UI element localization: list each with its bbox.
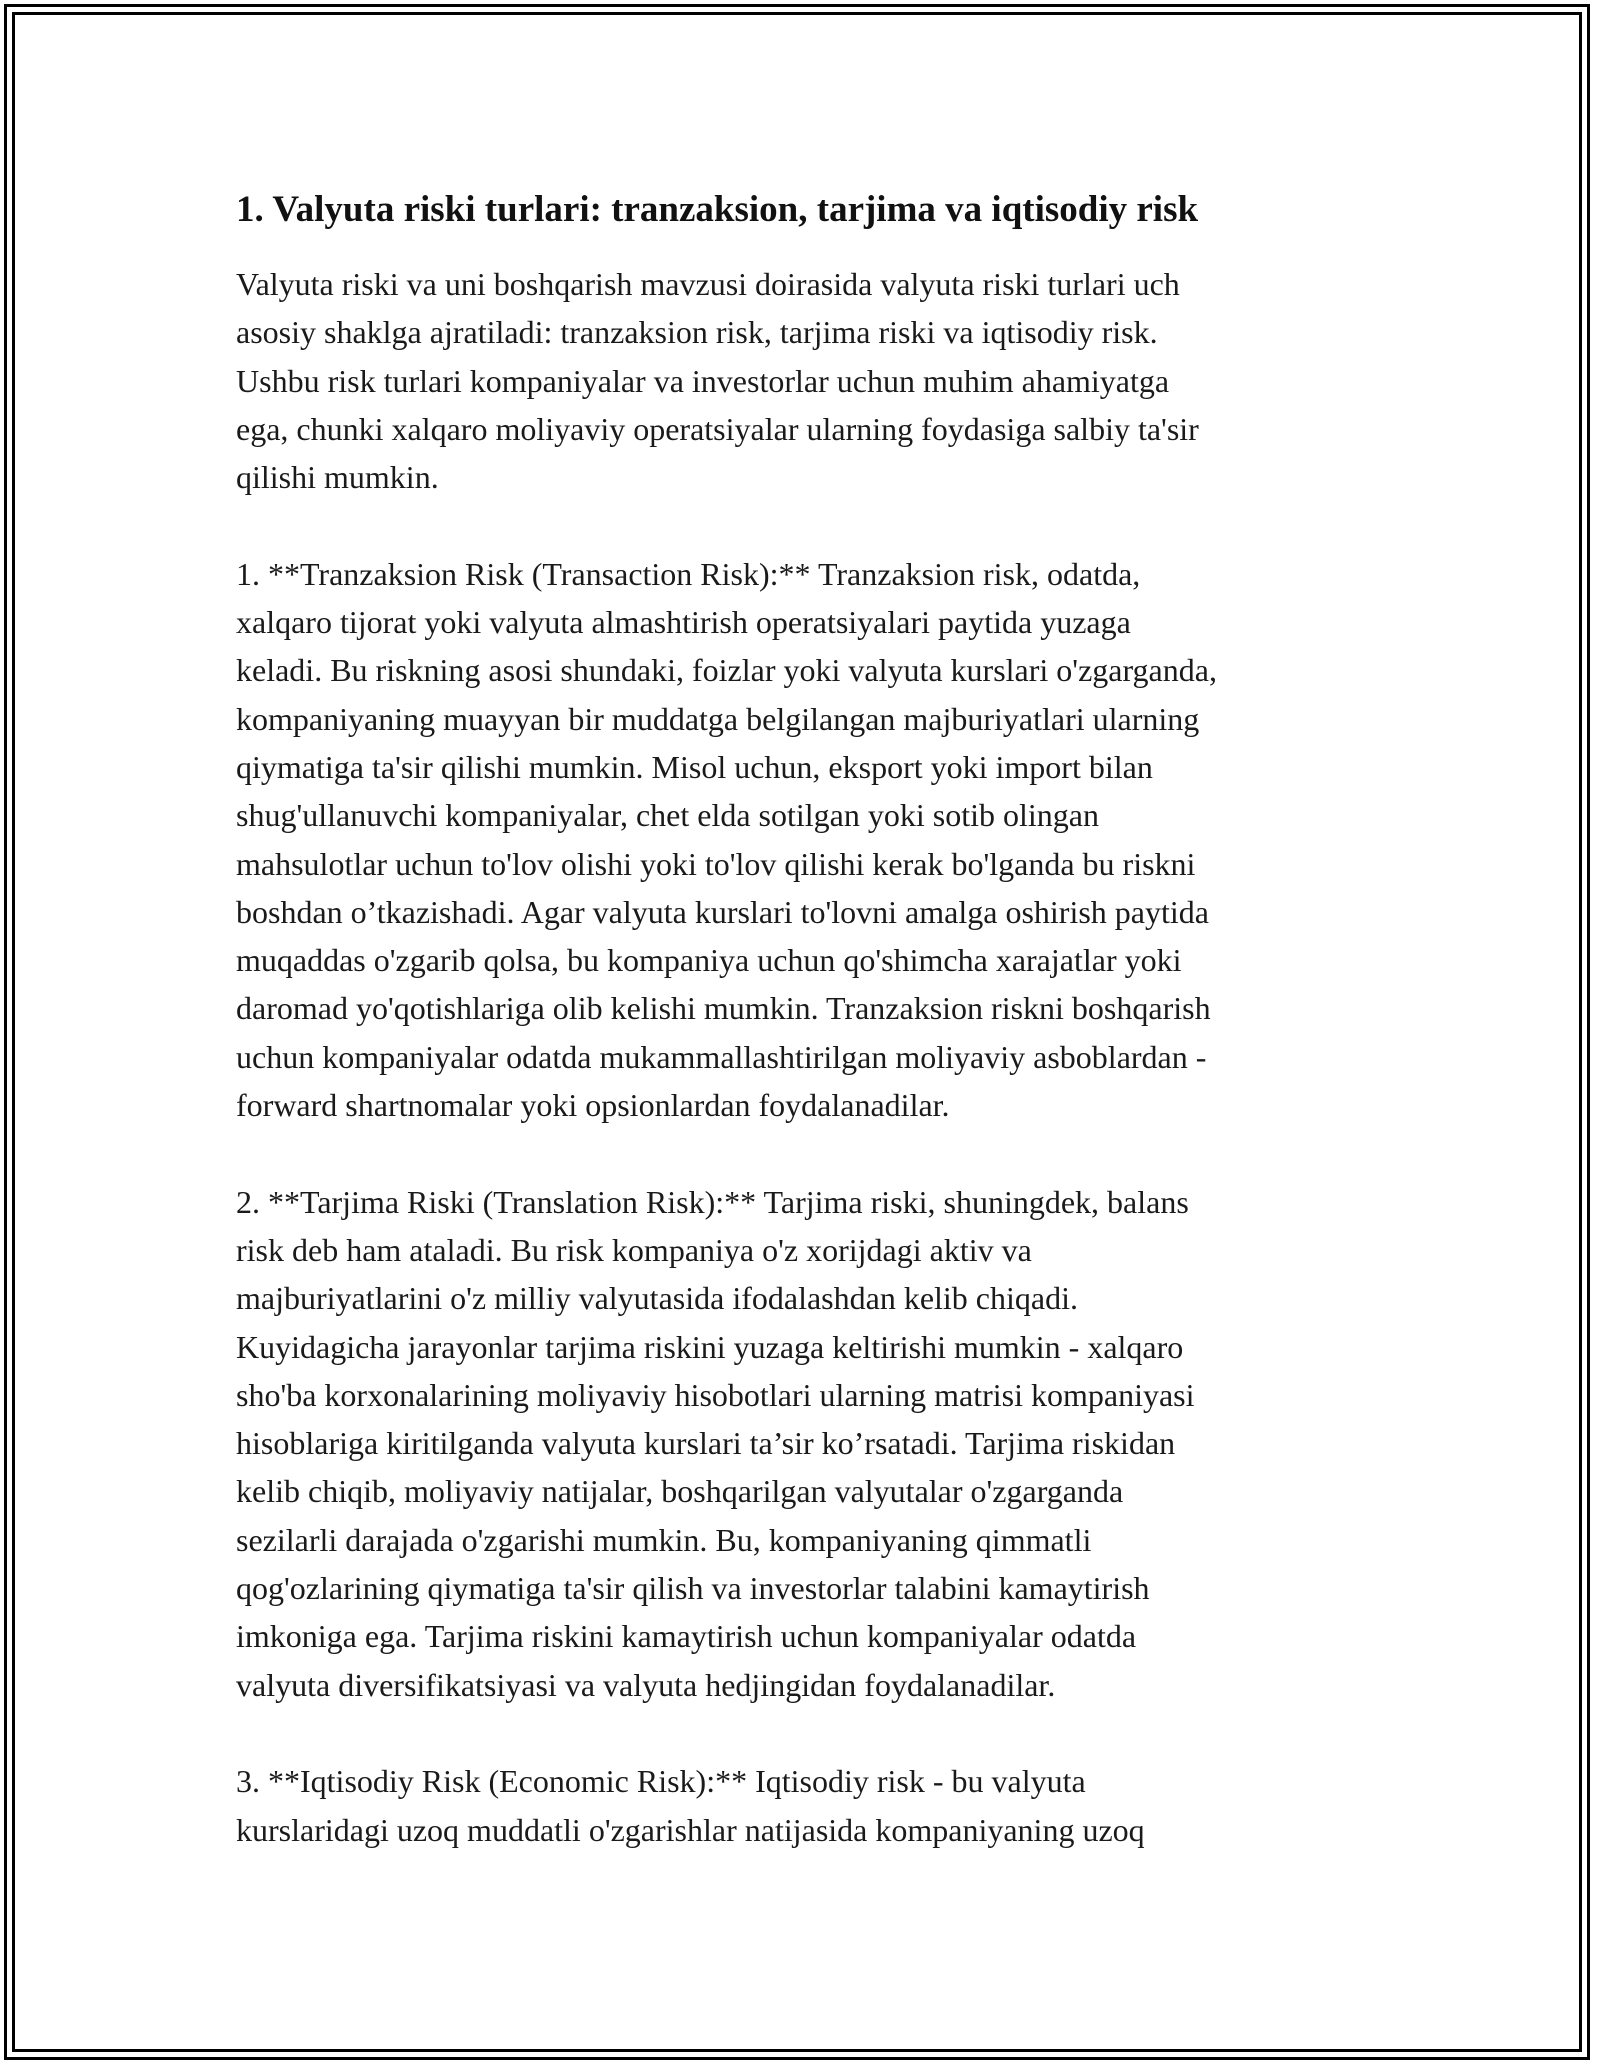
intro-paragraph: Valyuta riski va uni boshqarish mavzusi doirasida valyuta riski turlari uch asosiy shaklga ajratiladi: tranzaksion risk, tarjima riski va iqtisodiy risk. Ushbu risk turlari kompaniyalar va investorlar uchun muhim ahamiyatga ega, chunki xalqaro moliyaviy operatsiyalar ularning foydasiga salbiy ta'sir qilishi mumkin.: [236, 266, 1199, 496]
document-body: [236, 186, 1376, 1854]
transaction-risk-paragraph: 1. **Tranzaksion Risk (Transaction Risk):** Tranzaksion risk, odatda, xalqaro tijorat yoki valyuta almashtirish operatsiyalari paytida yuzaga keladi. Bu riskning asosi shundaki, foizlar yoki valyuta kurslari o'zgarganda, kompaniyaning muayyan bir muddatga belgilangan majburiyatlari ularning qiymatiga ta'sir qilishi mumkin. Misol uchun, eksport yoki import bilan shug'ullanuvchi kompaniyalar, chet elda sotilgan yoki sotib olingan mahsulotlar uchun to'lov olishi yoki to'lov qilishi kerak bo'lganda bu riskni boshdan o’tkazishadi. Agar valyuta kurslari to'lovni amalga oshirish paytida muqaddas o'zgarib qolsa, bu kompaniya uchun qo'shimcha xarajatlar yoki daromad yo'qotishlariga olib kelishi mumkin. Tranzaksion riskni boshqarish uchun kompaniyalar odatda mukammallashtirilgan moliyaviy asboblardan - forward shartnomalar yoki opsionlardan foydalanadilar.: [236, 555, 1217, 1124]
economic-risk-paragraph: 3. **Iqtisodiy Risk (Economic Risk):** Iqtisodiy risk - bu valyuta kurslaridagi uzoq muddatli o'zgarishlar natijasida kompaniyaning uzoq: [236, 1763, 1145, 1848]
section-heading: 1. Valyuta riski turlari: tranzaksion, tarjima va iqtisodiy risk: [236, 189, 1199, 230]
translation-risk-paragraph: 2. **Tarjima Riski (Translation Risk):** Tarjima riski, shuningdek, balans risk deb ham ataladi. Bu risk kompaniya o'z xorijdagi aktiv va majburiyatlarini o'z milliy valyutasida ifodalashdan kelib chiqadi. Kuyidagicha jarayonlar tarjima riskini yuzaga keltirishi mumkin - xalqaro sho'ba korxonalarining moliyaviy hisobotlari ularning matrisi kompaniyasi hisoblariga kiritilganda valyuta kurslari ta’sir ko’rsatadi. Tarjima riskidan kelib chiqib, moliyaviy natijalar, boshqarilgan valyutalar o'zgarganda sezilarli darajada o'zgarishi mumkin. Bu, kompaniyaning qimmatli qog'ozlarining qiymatiga ta'sir qilish va investorlar talabini kamaytirish imkoniga ega. Tarjima riskini kamaytirish uchun kompaniyalar odatda valyuta diversifikatsiyasi va valyuta hedjingidan foydalanadilar.: [236, 1183, 1195, 1703]
